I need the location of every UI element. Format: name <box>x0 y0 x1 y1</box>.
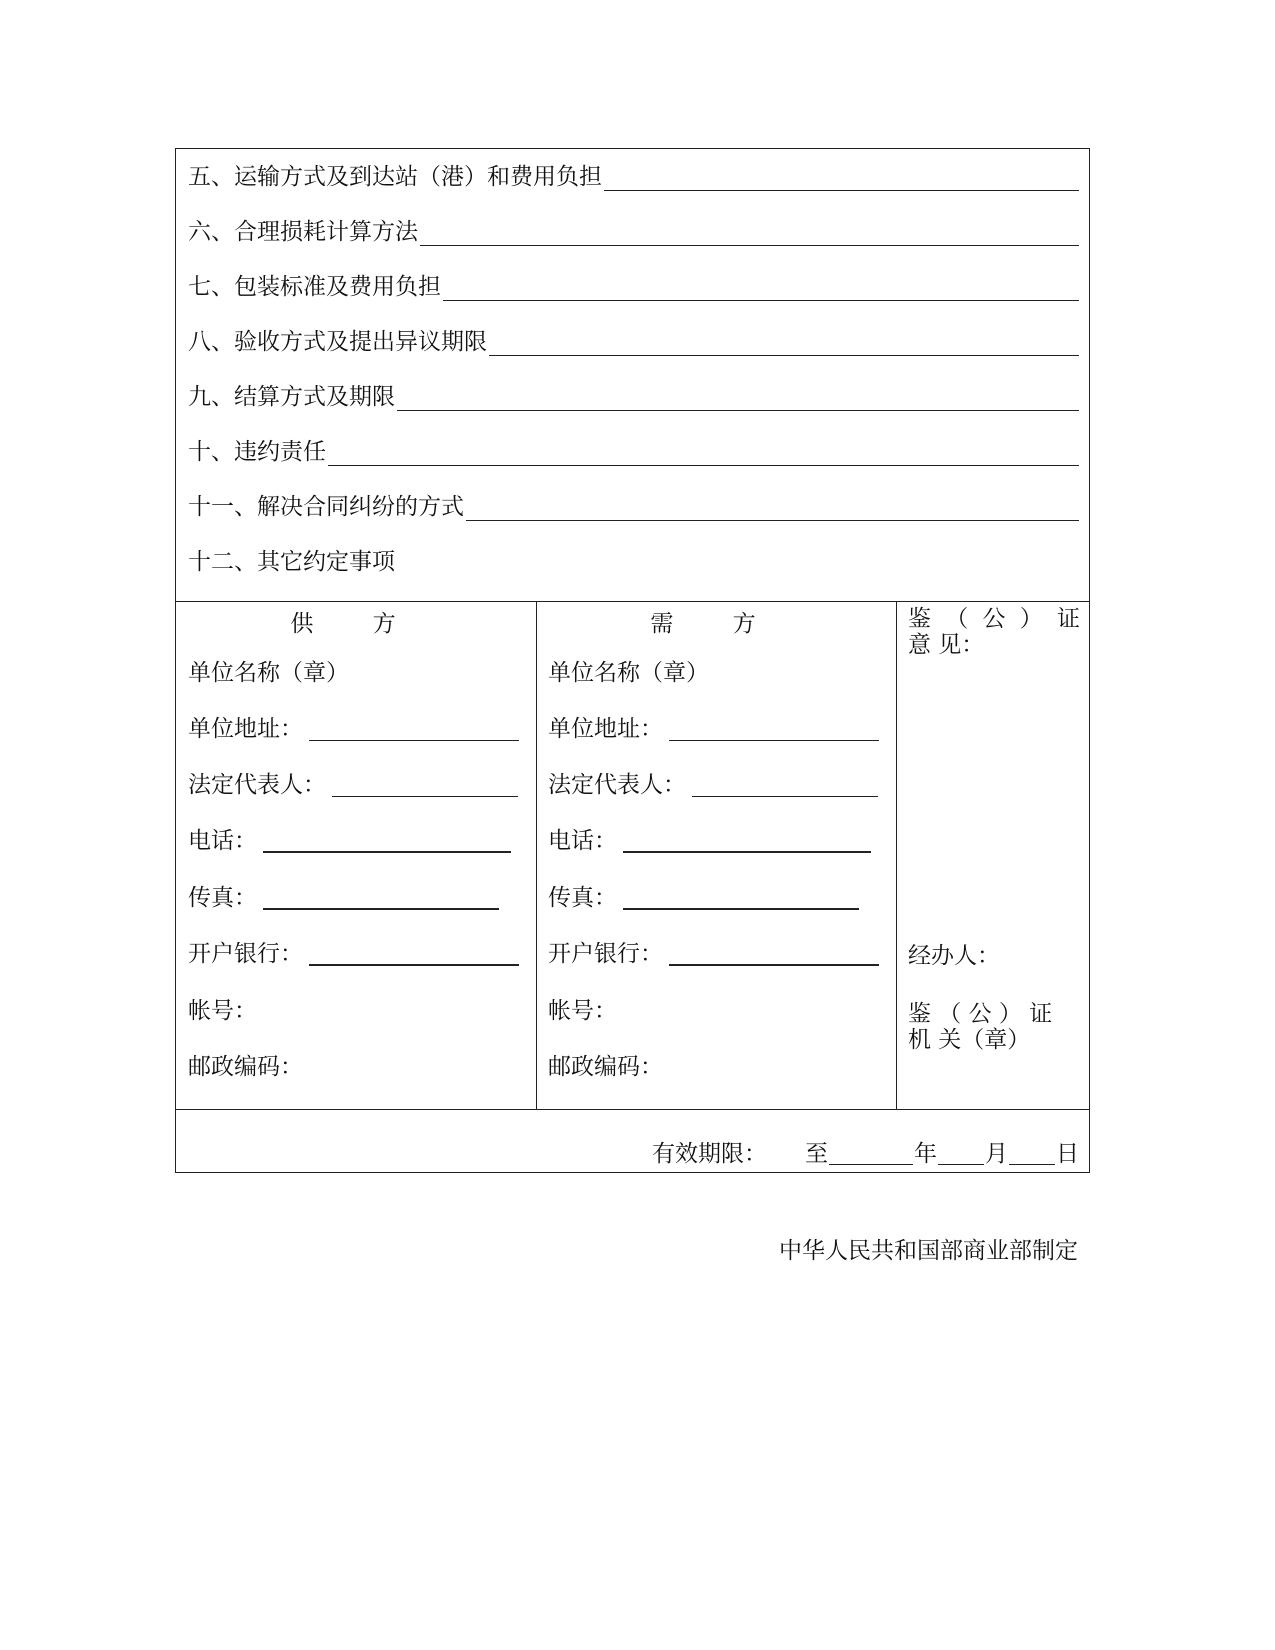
buyer-phone-field[interactable] <box>548 823 871 855</box>
buyer-phone-label: 电话： <box>548 828 617 854</box>
term-label: 十、违约责任 <box>188 439 326 465</box>
validity-to-label: 至 <box>805 1141 828 1167</box>
supplier-account-field[interactable] <box>188 993 257 1025</box>
validity-row <box>652 1135 1079 1168</box>
supplier-fax-field[interactable] <box>188 880 499 912</box>
buyer-phone-line[interactable] <box>623 851 871 853</box>
term-acceptance <box>188 316 1079 356</box>
supplier-phone-line[interactable] <box>263 851 511 853</box>
supplier-address-label: 单位地址： <box>188 716 303 742</box>
buyer-fax-field[interactable] <box>548 880 859 912</box>
buyer-address-field[interactable] <box>548 711 879 743</box>
supplier-bank-label: 开户银行： <box>188 941 303 967</box>
term-label: 十一、解决合同纠纷的方式 <box>188 494 464 520</box>
notary-opinion: 鉴 （ 公 ） 证 意 见： <box>908 606 1080 658</box>
buyer-fax-line[interactable] <box>623 908 859 910</box>
column-divider <box>536 601 537 1109</box>
term-blank-line[interactable] <box>604 190 1079 191</box>
supplier-address-line[interactable] <box>309 740 519 741</box>
supplier-unit-name-label: 单位名称（章） <box>188 660 349 686</box>
term-blank-line[interactable] <box>328 465 1079 466</box>
supplier-account-label: 帐号： <box>188 998 257 1024</box>
validity-day-blank[interactable] <box>1009 1164 1055 1165</box>
supplier-legal-rep-field[interactable] <box>188 767 518 799</box>
validity-month-blank[interactable] <box>938 1164 984 1165</box>
supplier-unit-name <box>188 655 349 687</box>
term-blank-line[interactable] <box>443 300 1079 301</box>
supplier-legal-rep-label: 法定代表人： <box>188 772 326 798</box>
validity-year-blank[interactable] <box>829 1164 913 1165</box>
supplier-address-field[interactable] <box>188 711 519 743</box>
supplier-bank-line[interactable] <box>309 964 519 966</box>
supplier-fax-line[interactable] <box>263 908 499 910</box>
buyer-legal-rep-line[interactable] <box>692 796 878 797</box>
term-label: 九、结算方式及期限 <box>188 384 395 410</box>
supplier-postcode-label: 邮政编码： <box>188 1054 303 1080</box>
supplier-heading: 供 方 <box>290 611 422 637</box>
buyer-unit-name-label: 单位名称（章） <box>548 660 709 686</box>
section-divider <box>176 601 1089 602</box>
supplier-fax-label: 传真： <box>188 885 257 911</box>
buyer-postcode-label: 邮政编码： <box>548 1054 663 1080</box>
term-label: 五、运输方式及到达站（港）和费用负担 <box>188 164 602 190</box>
buyer-legal-rep-label: 法定代表人： <box>548 772 686 798</box>
buyer-fax-label: 传真： <box>548 885 617 911</box>
buyer-heading: 需 方 <box>650 611 782 637</box>
term-transport <box>188 151 1079 191</box>
term-label: 八、验收方式及提出异议期限 <box>188 329 487 355</box>
term-blank-line[interactable] <box>397 410 1079 411</box>
buyer-bank-line[interactable] <box>669 964 879 966</box>
term-loss-calculation <box>188 206 1079 246</box>
buyer-postcode-field[interactable] <box>548 1049 663 1081</box>
supplier-phone-label: 电话： <box>188 828 257 854</box>
column-divider <box>896 601 897 1109</box>
terms-section <box>176 149 1089 601</box>
supplier-postcode-field[interactable] <box>188 1049 303 1081</box>
validity-month-label: 月 <box>985 1141 1008 1167</box>
supplier-phone-field[interactable] <box>188 823 511 855</box>
term-label: 七、包装标准及费用负担 <box>188 274 441 300</box>
buyer-account-label: 帐号： <box>548 998 617 1024</box>
contract-table <box>175 148 1090 1173</box>
buyer-address-label: 单位地址： <box>548 716 663 742</box>
term-label: 十二、其它约定事项 <box>188 549 395 575</box>
buyer-address-line[interactable] <box>669 740 879 741</box>
term-blank-line[interactable] <box>420 245 1079 246</box>
term-dispute-resolution <box>188 481 1079 521</box>
term-other-matters <box>188 536 1079 576</box>
supplier-legal-rep-line[interactable] <box>332 796 518 797</box>
term-label: 六、合理损耗计算方法 <box>188 219 418 245</box>
validity-year-label: 年 <box>914 1141 937 1167</box>
term-blank-line[interactable] <box>489 355 1079 356</box>
buyer-legal-rep-field[interactable] <box>548 767 878 799</box>
buyer-unit-name <box>548 655 709 687</box>
term-blank-line[interactable] <box>466 520 1079 521</box>
validity-day-label: 日 <box>1056 1141 1079 1167</box>
section-divider <box>176 1109 1089 1110</box>
buyer-bank-field[interactable] <box>548 936 879 968</box>
term-settlement <box>188 371 1079 411</box>
notary-authority: 鉴 （ 公 ） 证 机 关（章） <box>908 1001 1053 1053</box>
notary-handler: 经办人： <box>908 943 1000 969</box>
issuer-footer: 中华人民共和国部商业部制定 <box>779 1238 1078 1264</box>
supplier-bank-field[interactable] <box>188 936 519 968</box>
buyer-account-field[interactable] <box>548 993 617 1025</box>
term-liability <box>188 426 1079 466</box>
term-packaging <box>188 261 1079 301</box>
buyer-bank-label: 开户银行： <box>548 941 663 967</box>
validity-label: 有效期限： <box>652 1141 767 1167</box>
